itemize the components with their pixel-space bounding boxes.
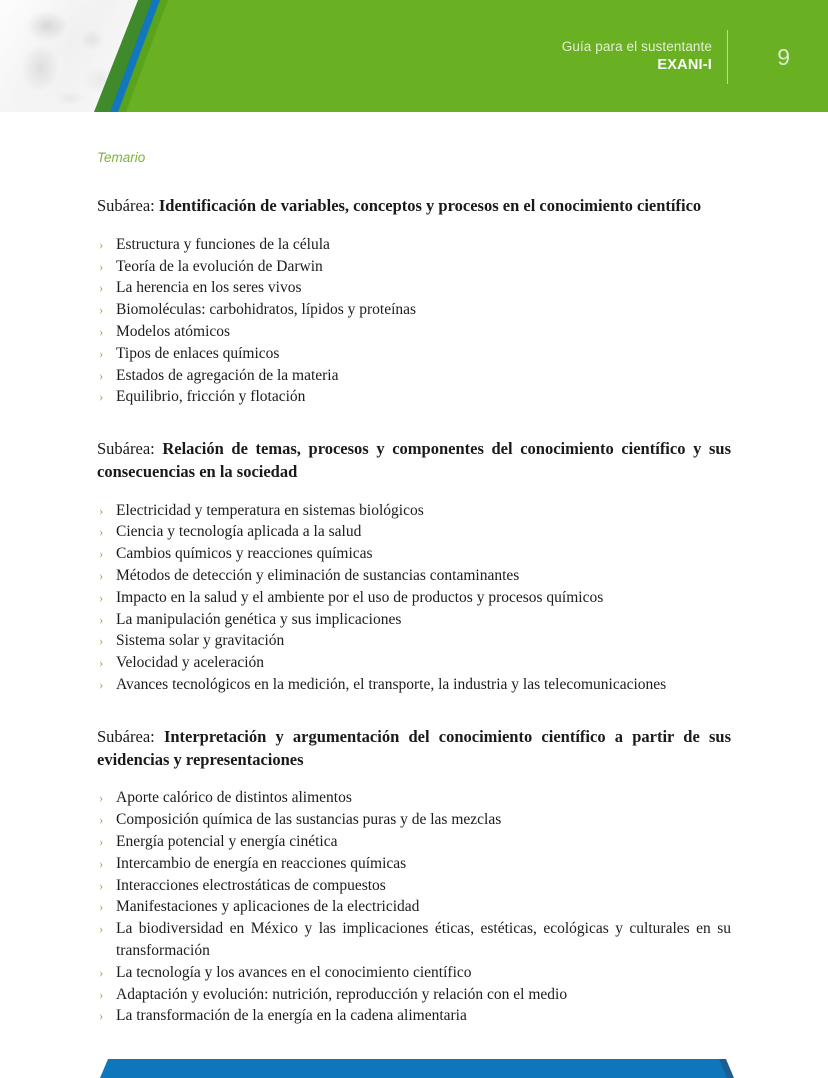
- list-item: [99, 674, 731, 696]
- footer-bar-container: [0, 1052, 828, 1078]
- chevron-right-icon: ›: [99, 280, 104, 296]
- topic-text: Estados de agregación de la materia: [116, 366, 339, 384]
- chevron-right-icon: ›: [99, 855, 104, 871]
- topic-text: La transformación de la energía en la cadena alimentaria: [116, 1007, 467, 1025]
- chevron-right-icon: ›: [99, 921, 104, 937]
- subarea-title: Interpretación y argumentación del conocimiento científico a partir de sus evidencias y representaciones: [97, 726, 731, 769]
- chevron-right-icon: ›: [99, 633, 104, 649]
- subarea-prefix: Subárea:: [97, 726, 164, 746]
- subarea-heading: [97, 195, 731, 218]
- list-item: [99, 299, 731, 321]
- topic-text: Adaptación y evolución: nutrición, reproducción y relación con el medio: [116, 985, 568, 1003]
- chevron-right-icon: ›: [99, 877, 104, 893]
- topic-text: Equilibrio, fricción y flotación: [116, 388, 306, 406]
- topic-text: Interacciones electrostáticas de compuestos: [116, 876, 386, 894]
- topic-text: Velocidad y aceleración: [116, 654, 265, 672]
- topic-list: [0, 234, 828, 408]
- list-item: [99, 787, 731, 809]
- footer-blue-bar: [0, 1059, 828, 1078]
- topic-text: La herencia en los seres vivos: [116, 279, 302, 297]
- list-item: [99, 984, 731, 1006]
- list-item: [99, 896, 731, 918]
- list-item: [99, 321, 731, 343]
- list-item: [99, 521, 731, 543]
- chevron-right-icon: ›: [99, 986, 104, 1002]
- list-item: [99, 543, 731, 565]
- topic-text: Tipos de enlaces químicos: [116, 344, 280, 362]
- list-item: [99, 809, 731, 831]
- topic-text: Energía potencial y energía cinética: [116, 832, 338, 850]
- subarea-heading: [97, 438, 731, 484]
- topic-text: Cambios químicos y reacciones químicas: [116, 545, 373, 563]
- topic-text: Impacto en la salud y el ambiente por el uso de productos y procesos químicos: [116, 588, 604, 606]
- chevron-right-icon: ›: [99, 302, 104, 318]
- subarea-prefix: Subárea:: [97, 439, 163, 459]
- chevron-right-icon: ›: [99, 568, 104, 584]
- page-content: [0, 112, 828, 1027]
- subarea-prefix: Subárea:: [97, 196, 159, 215]
- chevron-right-icon: ›: [99, 502, 104, 518]
- topic-text: Electricidad y temperatura en sistemas biológicos: [116, 501, 424, 519]
- list-item: [99, 277, 731, 299]
- topic-text: Sistema solar y gravitación: [116, 632, 285, 650]
- topic-list: [0, 500, 828, 696]
- list-item: [99, 500, 731, 522]
- exam-name: EXANI-I: [657, 57, 712, 74]
- list-item: [99, 652, 731, 674]
- topic-list: [0, 787, 828, 1027]
- chevron-right-icon: ›: [99, 655, 104, 671]
- chevron-right-icon: ›: [99, 1008, 104, 1024]
- chevron-right-icon: ›: [99, 899, 104, 915]
- chevron-right-icon: ›: [99, 964, 104, 980]
- list-item: [99, 630, 731, 652]
- list-item: [99, 234, 731, 256]
- list-item: [99, 918, 731, 962]
- topic-text: Ciencia y tecnología aplicada a la salud: [116, 523, 362, 541]
- chevron-right-icon: ›: [99, 546, 104, 562]
- chevron-right-icon: ›: [99, 323, 104, 339]
- chevron-right-icon: ›: [99, 589, 104, 605]
- chevron-right-icon: ›: [99, 367, 104, 383]
- topic-text: Avances tecnológicos en la medición, el transporte, la industria y las telecomunicaciones: [116, 676, 667, 694]
- chevron-right-icon: ›: [99, 833, 104, 849]
- topic-text: Teoría de la evolución de Darwin: [116, 257, 323, 275]
- chevron-right-icon: ›: [99, 258, 104, 274]
- header-title-block: [562, 38, 712, 76]
- page-number: 9: [777, 44, 790, 70]
- chevron-right-icon: ›: [99, 677, 104, 693]
- chevron-right-icon: ›: [99, 236, 104, 252]
- subarea-heading: [97, 726, 731, 772]
- header-divider: [727, 30, 728, 84]
- list-item: [99, 831, 731, 853]
- subarea-title: Identificación de variables, conceptos y procesos en el conocimiento científico: [158, 196, 702, 215]
- topic-text: Biomoléculas: carbohidratos, lípidos y proteínas: [116, 301, 417, 319]
- list-item: [99, 365, 731, 387]
- page-header: [0, 0, 828, 112]
- list-item: [99, 1005, 731, 1027]
- list-item: [99, 962, 731, 984]
- list-item: [99, 853, 731, 875]
- list-item: [99, 565, 731, 587]
- list-item: [99, 875, 731, 897]
- topic-text: La manipulación genética y sus implicaciones: [116, 610, 402, 628]
- topic-text: Intercambio de energía en reacciones químicas: [116, 854, 407, 872]
- chevron-right-icon: ›: [99, 790, 104, 806]
- list-item: [99, 256, 731, 278]
- topic-text: Composición química de las sustancias puras y de las mezclas: [116, 811, 502, 829]
- topic-text: La tecnología y los avances en el conocimiento científico: [116, 963, 472, 981]
- topic-text: Manifestaciones y aplicaciones de la electricidad: [116, 898, 420, 916]
- chevron-right-icon: ›: [99, 345, 104, 361]
- chevron-right-icon: ›: [99, 611, 104, 627]
- subarea-title: Relación de temas, procesos y componentes del conocimiento científico y sus consecuencias en la sociedad: [97, 439, 731, 481]
- topic-text: Modelos atómicos: [116, 322, 231, 340]
- chevron-right-icon: ›: [99, 389, 104, 405]
- guide-title: Guía para el sustentante: [561, 39, 712, 54]
- list-item: [99, 587, 731, 609]
- chevron-right-icon: ›: [99, 812, 104, 828]
- list-item: [99, 386, 731, 408]
- topic-text: Aporte calórico de distintos alimentos: [116, 789, 352, 807]
- list-item: [99, 609, 731, 631]
- topic-text: Métodos de detección y eliminación de sustancias contaminantes: [116, 567, 520, 585]
- section-label-temario: Temario: [97, 150, 146, 165]
- list-item: [99, 343, 731, 365]
- chevron-right-icon: ›: [99, 524, 104, 540]
- topic-text: Estructura y funciones de la célula: [116, 235, 330, 253]
- topic-text: La biodiversidad en México y las implicaciones éticas, estéticas, ecológicas y culturales en su transformación: [116, 920, 731, 959]
